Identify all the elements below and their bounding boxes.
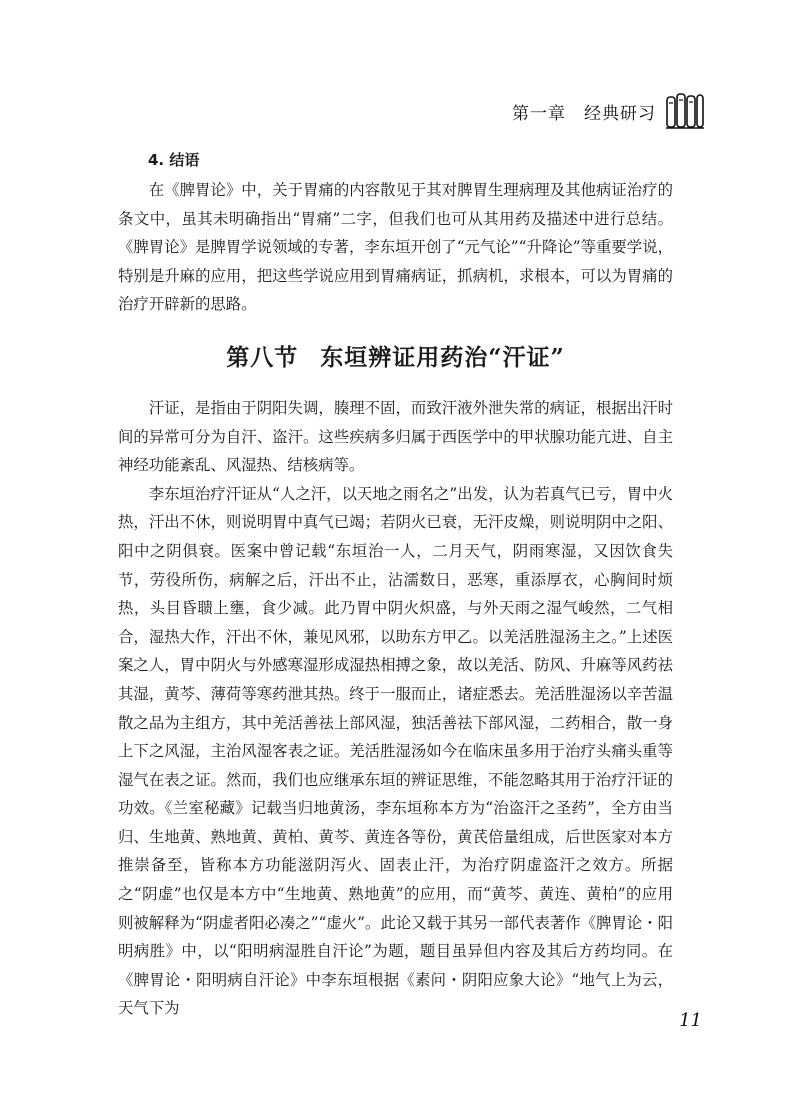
section-title-text: 东垣辨证用药治“汗证” xyxy=(320,343,565,371)
body-paragraph: 李东垣治疗汗证从“人之汗，以天地之雨名之”出发，认为若真气已亏，胃中火热，汗出不休，则说明胃中真气已竭；若阴火已衰，无汗皮燥，则说明阴中之阳、阳中之阴俱衰。医案中曾记载“东垣治一人，二月天气，阴雨寒湿，又因饮食失节，劳役所伤，病解之后，汗出不止，沾濡数日，恶寒，重添厚衣，心胸间时烦热，头目昏聩上壅，食少减。此乃胃中阴火炽盛，与外天雨之湿气峻然，二气相合，湿热大作，汗出不休，兼见风邪，以助东方甲乙。以羌活胜湿汤主之。”上述医案之人，胃中阴火与外感寒湿形成湿热相搏之象，故以羌活、防风、升麻等风药祛其湿，黄芩、薄荷等寒药泄其热。终于一服而止，诸症悉去。羌活胜湿汤以辛苦温散之品为主组方，其中羌活善祛上部风湿，独活善祛下部风湿，二药相合，散一身上下之风湿，主治风湿客表之证。羌活胜湿汤如今在临床虽多用于治疗头痛头重等湿气在表之证。然而，我们也应继承东垣的辨证思维，不能忽略其用于治疗汗证的功效。《兰室秘藏》记载当归地黄汤，李东垣称本方为“治盗汗之圣药”，全方由当归、生地黄、熟地黄、黄柏、黄芩、黄连各等份，黄芪倍量组成，后世医家对本方推崇备至，皆称本方功能滋阴泻火、固表止汗，为治疗阴虚盗汗之效方。所据之“阴虚”也仅是本方中“生地黄、熟地黄”的应用，而“黄芩、黄连、黄柏”的应用则被解释为“阴虚者阳必凑之”“虚火”。此论又载于其另一部代表著作《脾胃论・阳明病胜》中，以“阳明病湿胜自汗论”为题，题目虽异但内容及其后方药均同。在《脾胃论・阳明病自汗论》中李东垣根据《素问・阴阳应象大论》“地气上为云，天气下为 xyxy=(118,484,673,1018)
page-number: 11 xyxy=(679,1010,702,1031)
body-paragraph: 汗证，是指由于阴阳失调，腠理不固，而致汗液外泄失常的病证，根据出汗时间的异常可分为自汗、盗汗。这些疾病多归属于西医学中的甲状腺功能亢进、自主神经功能紊乱、风湿热、结核病等。 xyxy=(118,398,673,475)
section-heading xyxy=(118,339,673,372)
conclusion-paragraph: 在《脾胃论》中，关于胃痛的内容散见于其对脾胃生理病理及其他病证治疗的条文中，虽其未明确指出“胃痛”二字，但我们也可从其用药及描述中进行总结。《脾胃论》是脾胃学说领域的专著，李东垣开创了“元气论”“升降论”等重要学说，特别是升麻的应用，把这些学说应用到胃痛病证，抓病机，求根本，可以为胃痛的治疗开辟新的思路。 xyxy=(118,181,673,314)
subsection-heading: 4. 结语 xyxy=(148,151,200,169)
section-number: 第八节 xyxy=(226,343,299,371)
books-icon xyxy=(666,93,704,129)
page-content xyxy=(118,146,673,1023)
chapter-title: 第一章 经典研习 xyxy=(512,103,656,124)
running-header xyxy=(512,93,704,129)
